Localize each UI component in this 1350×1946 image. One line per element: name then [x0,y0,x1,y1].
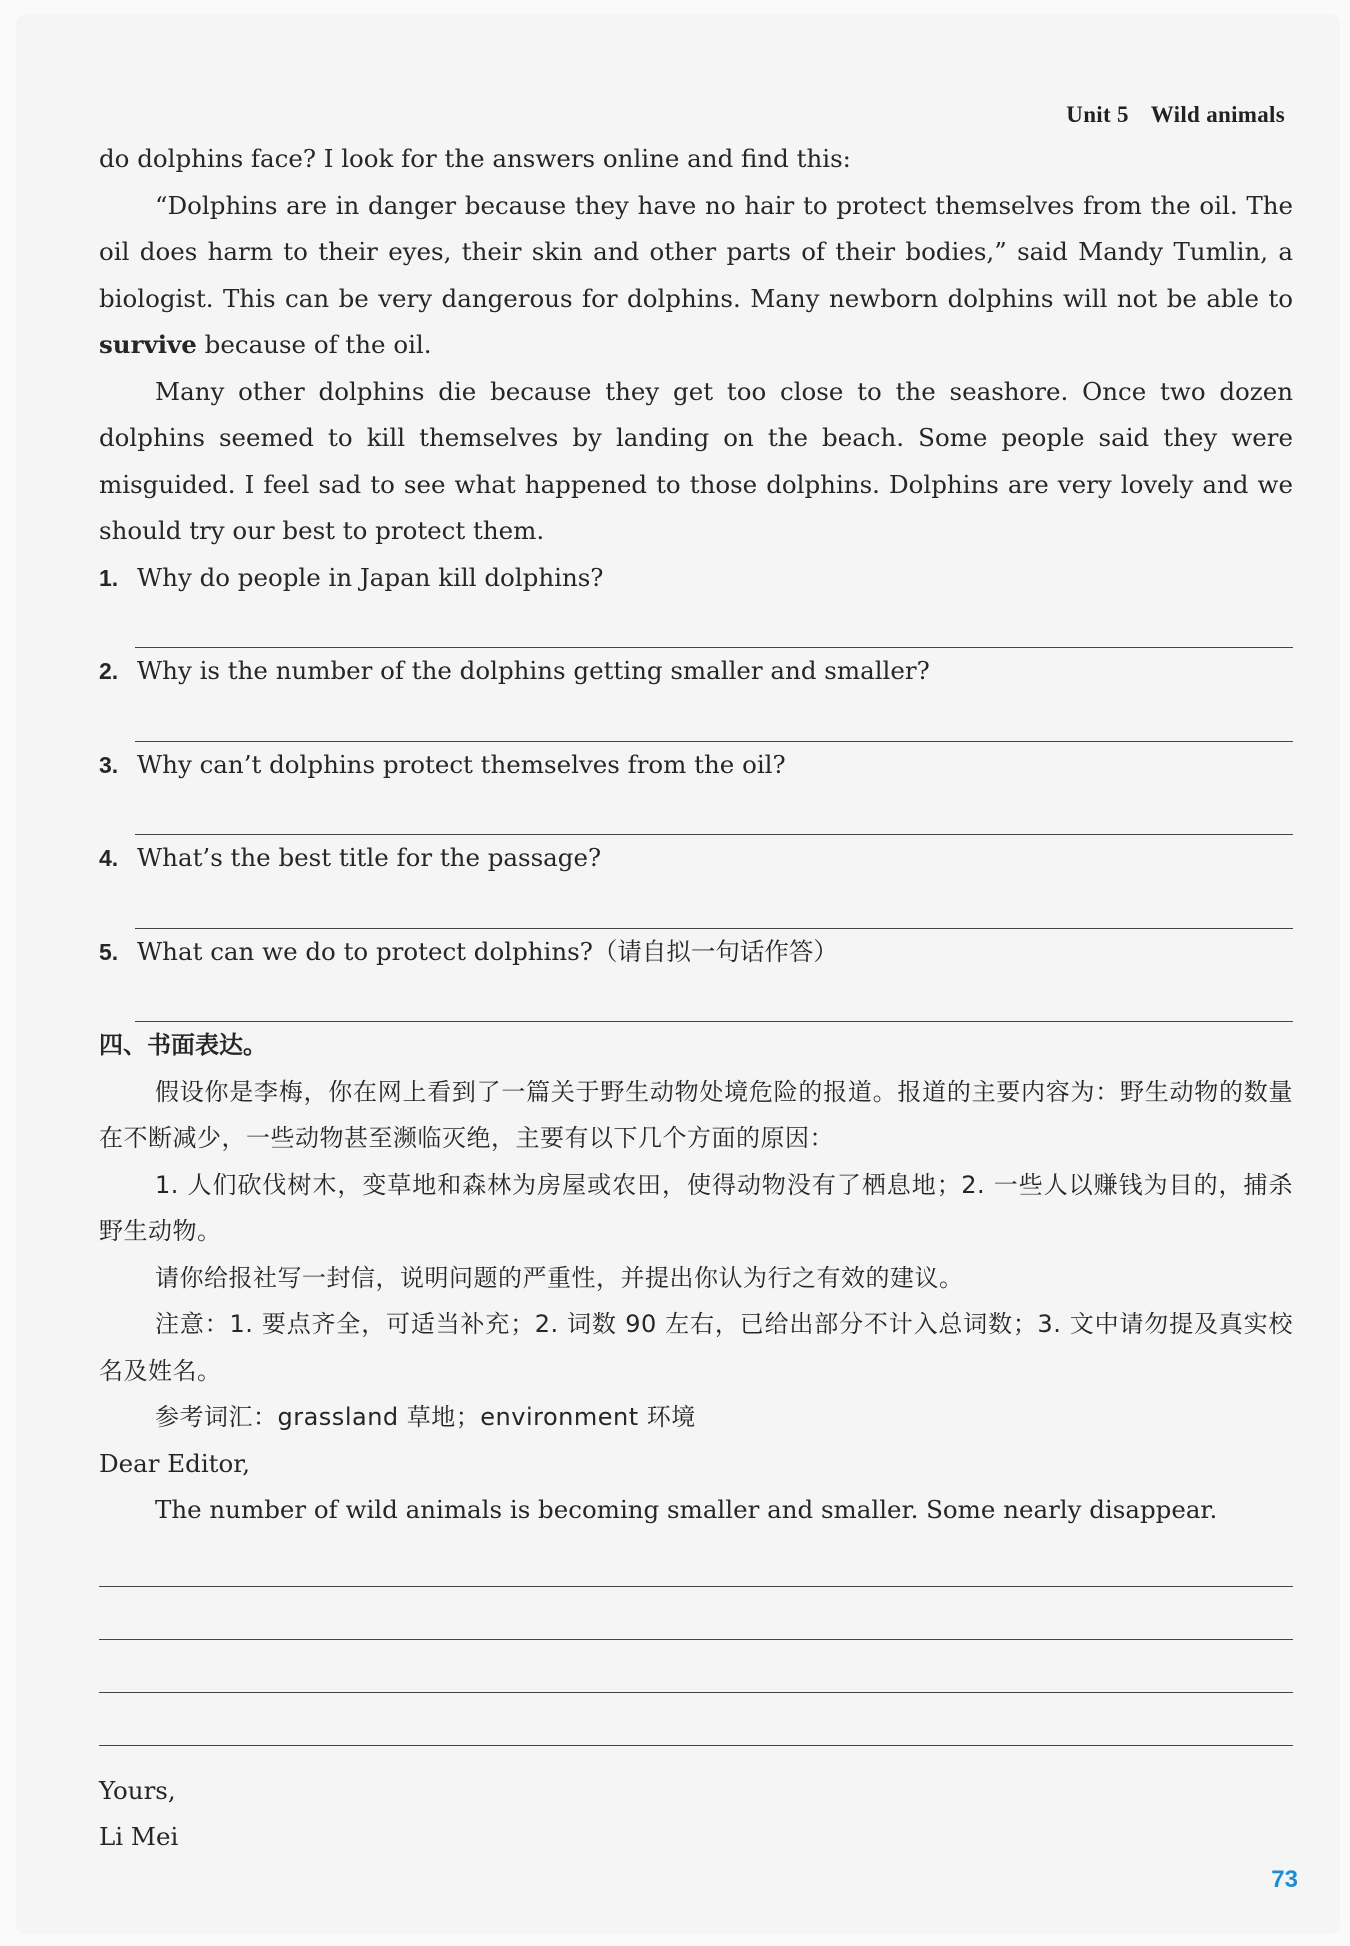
bold-word-survive: survive [99,330,197,359]
question-number: 4. [99,845,119,871]
writing-line-1[interactable] [99,1534,1293,1587]
unit-label: Unit 5 [1066,102,1129,127]
writing-reasons: 1. 人们砍伐树木，变草地和森林为房屋或农田，使得动物没有了栖息地；2. 一些人以赚钱为目的，捕杀野生动物。 [99,1170,1293,1245]
question-2 [99,648,1293,695]
page-content [99,136,1293,1861]
question-1 [99,555,1293,602]
writing-task: 请你给报社写一封信，说明问题的严重性，并提出你认为行之有效的建议。 [155,1263,964,1292]
writing-line-2[interactable] [99,1587,1293,1640]
writing-line-3[interactable] [99,1640,1293,1693]
passage-paragraph-1 [99,183,1293,369]
running-header [1066,102,1285,128]
question-text: Why is the number of the dolphins getting smaller and smaller? [137,656,930,685]
question-text: Why do people in Japan kill dolphins? [137,562,604,592]
letter-closing: Yours, [99,1775,176,1805]
question-5 [99,929,1293,976]
writing-vocab: 参考词汇：grassland 草地；environment 环境 [155,1403,696,1431]
passage-p1-end: because of the oil. [196,330,432,359]
answer-line-5[interactable] [135,975,1293,1022]
letter-opening: The number of wild animals is becoming smaller and smaller. Some nearly disappear. [155,1495,1218,1524]
page-number: 73 [1271,1866,1298,1893]
passage-p1-text: “Dolphins are in danger because they have no hair to protect themselves from the oil. The oil does harm to their eyes, their skin and other parts of their bodies,” said Mandy Tumlin, a biologist. This can be very dangerous for dolphins. Many newborn dolphins will not be able to [99,190,1293,313]
answer-line-3[interactable] [135,788,1293,835]
passage-paragraph-2: Many other dolphins die because they get too close to the seashore. Once two dozen dolphins seemed to kill themselves by landing on the beach. Some people said they were misguided. I feel sad to see what happened to those dolphins. Dolphins are very lovely and we should try our best to protect them. [99,376,1293,545]
question-3 [99,742,1293,789]
answer-line-2[interactable] [135,695,1293,742]
section-title-writing: 四、书面表达。 [99,1031,267,1059]
question-4 [99,835,1293,882]
passage-paragraph-0: do dolphins face? I look for the answers online and find this: [99,144,851,173]
writing-line-4[interactable] [99,1693,1293,1746]
question-number: 3. [99,751,119,778]
writing-notes: 注意：1. 要点齐全，可适当补充；2. 词数 90 左右，已给出部分不计入总词数；3. 文中请勿提及真实校名及姓名。 [99,1310,1293,1385]
writing-intro: 假设你是李梅，你在网上看到了一篇关于野生动物处境危险的报道。报道的主要内容为：野生动物的数量在不断减少，一些动物甚至濒临灭绝，主要有以下几个方面的原因： [99,1077,1293,1152]
unit-title: Wild animals [1150,102,1285,127]
question-text: Why can’t dolphins protect themselves from the oil? [137,749,786,779]
question-text: What’s the best title for the passage? [137,843,602,872]
question-number: 2. [99,658,119,684]
answer-line-1[interactable] [135,601,1293,648]
answer-line-4[interactable] [135,882,1293,929]
question-number: 1. [99,564,119,591]
question-text: What can we do to protect dolphins?（请自拟一句话作答） [137,936,838,966]
letter-signature: Li Mei [99,1822,179,1851]
question-number: 5. [99,938,119,965]
letter-greeting: Dear Editor, [99,1448,251,1478]
